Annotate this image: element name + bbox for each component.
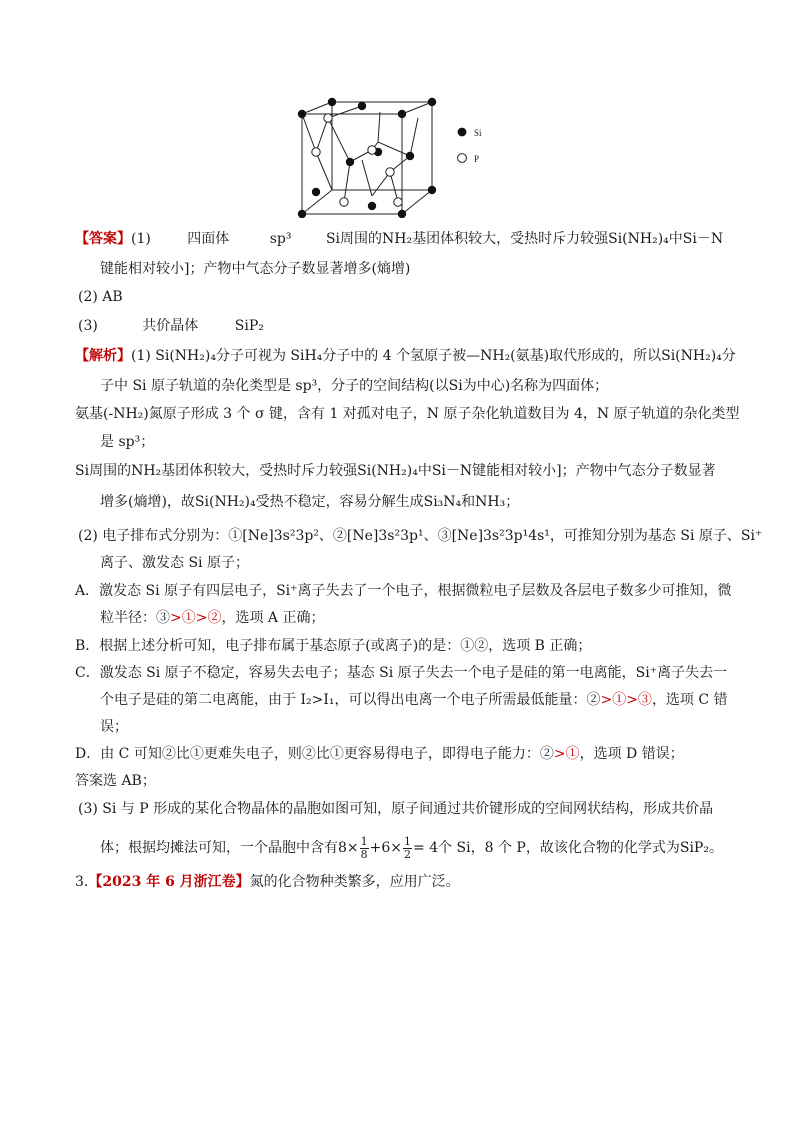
analysis-p5b	[100, 834, 723, 862]
option-d-highlight: >①	[553, 746, 580, 762]
analysis-option-c-2	[100, 690, 728, 710]
legend-si-label: Si	[474, 128, 482, 138]
analysis-option-d	[75, 744, 684, 764]
option-c-tail: ，选项 C 错	[651, 692, 728, 708]
p5b-eight: 8×	[338, 840, 359, 856]
p5b-pre: 体；根据均摊法可知，一个晶胞中含有	[100, 840, 338, 856]
frac2-num: 1	[404, 834, 412, 848]
option-a-tail: ，选项 A 正确；	[221, 610, 325, 626]
answer-num-3: (3)	[78, 318, 98, 334]
option-d-text: D．由 C 可知②比①更难失电子，则②比①更容易得电子，即得电子能力：②	[75, 746, 554, 762]
analysis-option-b: B．根据上述分析可知，电子排布属于基态原子(或离子)的是：①②，选项 B 正确；	[75, 638, 592, 654]
answer-num-1: (1)	[131, 231, 151, 247]
analysis-p4a: (2) 电子排布式分别为：①[Ne]3s²3p²、②[Ne]3s²3p¹、③[Ne]3s²3p¹4s¹，可推知分别为基态 Si 原子、Si⁺	[78, 528, 763, 544]
option-c-highlight: >①>③	[600, 692, 652, 708]
analysis-p3a: Si周围的NH₂基团体积较大，受热时斥力较强Si(NH₂)₄中Si－N键能相对较小]；产物中气态分子数显著	[75, 463, 716, 479]
frac2-den: 2	[404, 847, 412, 861]
crystal-structure-figure	[292, 96, 502, 218]
option-d-tail: ，选项 D 错误；	[579, 746, 684, 762]
next-question-source: 【2023 年 6 月浙江卷】	[88, 874, 250, 890]
next-question-num: 3.	[75, 874, 89, 890]
analysis-p1b: 子中 Si 原子轨道的杂化类型是 sp³，分子的空间结构(以Si为中心)名称为四面体；	[100, 378, 609, 394]
answer-reason-cont: 键能相对较小]；产物中气态分子数显著增多(熵增)	[100, 261, 411, 277]
option-c-text: 个电子是硅的第二电离能，由于 I₂>I₁，可以得出电离一个电子所需最低能量：②	[100, 692, 601, 708]
next-question-text: 氮的化合物种类繁多，应用广泛。	[249, 874, 460, 890]
fraction-one-half	[403, 836, 412, 861]
analysis-answer-choice: 答案选 AB；	[75, 773, 156, 789]
option-a-text: 粒半径：③	[100, 610, 170, 626]
answer-line-3	[78, 316, 264, 336]
analysis-option-c-3: 误；	[100, 719, 128, 735]
analysis-p5a: (3) Si 与 P 形成的某化合物晶体的晶胞如图可知，原子间通过共价键形成的空间网状结构，形成共价晶	[78, 801, 714, 817]
analysis-line-1	[75, 346, 736, 366]
answer-hybrid: sp³	[269, 231, 292, 247]
answer-line-1	[75, 229, 723, 249]
analysis-option-a-1: A．激发态 Si 原子有四层电子，Si⁺离子失去了一个电子，根据微粒电子层数及各层电子数多少可推知，微	[75, 583, 732, 599]
analysis-option-a-2	[100, 608, 324, 628]
answer-crystal-type: 共价晶体	[142, 318, 199, 334]
answer-line-2: (2) AB	[78, 289, 123, 305]
analysis-p1a: (1) Si(NH₂)₄分子可视为 SiH₄分子中的 4 个氢原子被—NH₂(氨基)取代形成的，所以Si(NH₂)₄分	[131, 348, 736, 364]
legend-p-label: P	[474, 154, 480, 164]
answer-tag: 【答案】	[75, 231, 131, 247]
analysis-option-c-1: C．激发态 Si 原子不稳定，容易失去电子；基态 Si 原子失去一个电子是硅的第一电离能，Si⁺离子失去一	[75, 665, 728, 681]
analysis-tag: 【解析】	[75, 348, 131, 364]
frac1-den: 8	[360, 847, 368, 861]
fraction-one-eighth	[360, 836, 369, 861]
answer-shape: 四面体	[187, 231, 230, 247]
p5b-eq: = 4个 Si，8 个 P，故该化合物的化学式为SiP₂。	[413, 840, 723, 856]
answer-reason: Si周围的NH₂基团体积较大，受热时斥力较强Si(NH₂)₄中Si－N	[325, 231, 724, 247]
answer-formula: SiP₂	[234, 318, 264, 334]
frac1-num: 1	[360, 834, 368, 848]
p5b-six: +6×	[369, 840, 403, 856]
analysis-p2a: 氨基(-NH₂)氮原子形成 3 个 σ 键，含有 1 对孤对电子，N 原子杂化轨道数目为 4，N 原子轨道的杂化类型	[75, 406, 740, 422]
next-question	[75, 872, 460, 892]
option-a-highlight: >①>②	[170, 610, 222, 626]
analysis-p3b: 增多(熵增)，故Si(NH₂)₄受热不稳定，容易分解生成Si₃N₄和NH₃；	[100, 494, 520, 510]
analysis-p2b: 是 sp³；	[100, 434, 155, 450]
analysis-p4b: 离子、激发态 Si 原子；	[100, 555, 249, 571]
